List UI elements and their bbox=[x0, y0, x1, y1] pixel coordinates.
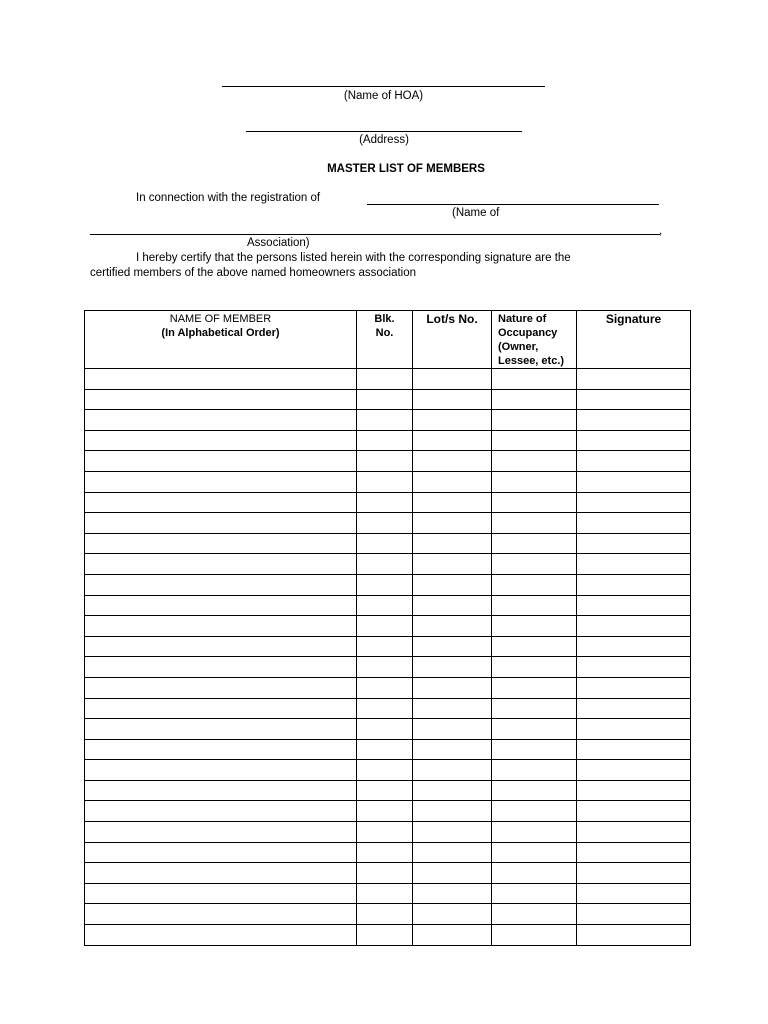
member-name-cell[interactable] bbox=[85, 369, 357, 390]
member-name-cell[interactable] bbox=[85, 410, 357, 431]
table-row bbox=[85, 513, 691, 534]
nature-of-occupancy-cell[interactable] bbox=[492, 801, 577, 822]
nature-of-occupancy-cell[interactable] bbox=[492, 595, 577, 616]
table-row bbox=[85, 780, 691, 801]
association-caption: Association) bbox=[247, 237, 310, 249]
blk-no-cell[interactable] bbox=[357, 780, 413, 801]
member-name-cell[interactable] bbox=[85, 595, 357, 616]
signature-cell[interactable] bbox=[577, 863, 691, 884]
association-comma: , bbox=[659, 225, 663, 237]
blk-no-cell[interactable] bbox=[357, 554, 413, 575]
member-name-cell[interactable] bbox=[85, 430, 357, 451]
nature-of-occupancy-cell[interactable] bbox=[492, 739, 577, 760]
member-name-cell[interactable] bbox=[85, 780, 357, 801]
nature-of-occupancy-cell[interactable] bbox=[492, 574, 577, 595]
nature-of-occupancy-cell[interactable] bbox=[492, 822, 577, 843]
table-row bbox=[85, 801, 691, 822]
lot-no-cell[interactable] bbox=[413, 471, 492, 492]
nature-of-occupancy-cell[interactable] bbox=[492, 883, 577, 904]
lot-no-cell[interactable] bbox=[413, 574, 492, 595]
table-row bbox=[85, 369, 691, 390]
member-name-cell[interactable] bbox=[85, 739, 357, 760]
lot-no-cell[interactable] bbox=[413, 760, 492, 781]
table-row bbox=[85, 739, 691, 760]
table-row bbox=[85, 904, 691, 925]
lot-no-header bbox=[413, 311, 492, 369]
hoa-name-blank-line[interactable] bbox=[222, 86, 545, 87]
signature-cell[interactable] bbox=[577, 410, 691, 431]
certification-line-1: I hereby certify that the persons listed herein with the corresponding signature are the bbox=[136, 252, 571, 264]
lot-no-cell[interactable] bbox=[413, 719, 492, 740]
member-name-cell[interactable] bbox=[85, 492, 357, 513]
signature-cell[interactable] bbox=[577, 616, 691, 637]
member-name-cell[interactable] bbox=[85, 719, 357, 740]
blk-no-cell[interactable] bbox=[357, 616, 413, 637]
signature-cell[interactable] bbox=[577, 904, 691, 925]
nature-header-line-1: Nature of bbox=[498, 313, 547, 325]
lot-no-cell[interactable] bbox=[413, 863, 492, 884]
member-name-cell[interactable] bbox=[85, 760, 357, 781]
signature-header bbox=[577, 311, 691, 369]
table-row bbox=[85, 389, 691, 410]
blk-no-cell[interactable] bbox=[357, 513, 413, 534]
blk-no-cell[interactable] bbox=[357, 389, 413, 410]
page-title: MASTER LIST OF MEMBERS bbox=[327, 163, 485, 175]
blk-no-cell[interactable] bbox=[357, 677, 413, 698]
blk-no-header bbox=[357, 311, 413, 369]
nature-header-line-3: (Owner, bbox=[498, 341, 539, 353]
table-row bbox=[85, 842, 691, 863]
blk-no-cell[interactable] bbox=[357, 574, 413, 595]
table-row bbox=[85, 410, 691, 431]
member-name-cell[interactable] bbox=[85, 574, 357, 595]
lot-no-cell[interactable] bbox=[413, 739, 492, 760]
lot-header-text: Lot/s No. bbox=[426, 312, 478, 326]
signature-cell[interactable] bbox=[577, 471, 691, 492]
signature-cell[interactable] bbox=[577, 369, 691, 390]
blk-header-line-1: Blk. bbox=[374, 313, 395, 325]
blk-no-cell[interactable] bbox=[357, 430, 413, 451]
blk-no-cell[interactable] bbox=[357, 471, 413, 492]
nature-of-occupancy-cell[interactable] bbox=[492, 842, 577, 863]
lot-no-cell[interactable] bbox=[413, 369, 492, 390]
blk-no-cell[interactable] bbox=[357, 863, 413, 884]
blk-no-cell[interactable] bbox=[357, 533, 413, 554]
hoa-name-caption: (Name of HOA) bbox=[343, 90, 424, 102]
table-row bbox=[85, 533, 691, 554]
member-name-cell[interactable] bbox=[85, 657, 357, 678]
table-row bbox=[85, 492, 691, 513]
blk-no-cell[interactable] bbox=[357, 595, 413, 616]
certification-line-2: certified members of the above named homeowners association bbox=[90, 267, 417, 279]
signature-cell[interactable] bbox=[577, 554, 691, 575]
lot-no-cell[interactable] bbox=[413, 904, 492, 925]
name-header-line-1: NAME OF MEMBER bbox=[169, 313, 272, 325]
member-name-cell[interactable] bbox=[85, 863, 357, 884]
nature-of-occupancy-cell[interactable] bbox=[492, 471, 577, 492]
lot-no-cell[interactable] bbox=[413, 801, 492, 822]
signature-cell[interactable] bbox=[577, 657, 691, 678]
members-table bbox=[84, 310, 691, 946]
member-rows bbox=[85, 369, 691, 946]
signature-cell[interactable] bbox=[577, 698, 691, 719]
blk-no-cell[interactable] bbox=[357, 369, 413, 390]
nature-of-occupancy-cell[interactable] bbox=[492, 451, 577, 472]
blk-no-cell[interactable] bbox=[357, 904, 413, 925]
address-caption: (Address) bbox=[359, 134, 409, 146]
table-row bbox=[85, 677, 691, 698]
member-name-cell[interactable] bbox=[85, 471, 357, 492]
name-header-line-2: (In Alphabetical Order) bbox=[161, 327, 280, 339]
lot-no-cell[interactable] bbox=[413, 698, 492, 719]
registration-prefix: In connection with the registration of bbox=[136, 192, 321, 204]
signature-cell[interactable] bbox=[577, 925, 691, 946]
signature-cell[interactable] bbox=[577, 595, 691, 616]
lot-no-cell[interactable] bbox=[413, 842, 492, 863]
blk-no-cell[interactable] bbox=[357, 883, 413, 904]
nature-of-occupancy-cell[interactable] bbox=[492, 389, 577, 410]
nature-of-occupancy-cell[interactable] bbox=[492, 677, 577, 698]
member-name-cell[interactable] bbox=[85, 883, 357, 904]
table-row bbox=[85, 451, 691, 472]
table-row bbox=[85, 554, 691, 575]
nature-of-occupancy-cell[interactable] bbox=[492, 863, 577, 884]
blk-no-cell[interactable] bbox=[357, 925, 413, 946]
blk-no-cell[interactable] bbox=[357, 739, 413, 760]
lot-no-cell[interactable] bbox=[413, 554, 492, 575]
nature-of-occupancy-cell[interactable] bbox=[492, 369, 577, 390]
table-row bbox=[85, 471, 691, 492]
member-name-cell[interactable] bbox=[85, 616, 357, 637]
lot-no-cell[interactable] bbox=[413, 657, 492, 678]
nature-of-occupancy-cell[interactable] bbox=[492, 657, 577, 678]
lot-no-cell[interactable] bbox=[413, 616, 492, 637]
member-name-cell[interactable] bbox=[85, 801, 357, 822]
nature-of-occupancy-cell[interactable] bbox=[492, 925, 577, 946]
nature-of-occupancy-cell[interactable] bbox=[492, 719, 577, 740]
nature-of-occupancy-cell[interactable] bbox=[492, 760, 577, 781]
lot-no-cell[interactable] bbox=[413, 636, 492, 657]
nature-of-occupancy-cell[interactable] bbox=[492, 616, 577, 637]
association-blank-line[interactable] bbox=[90, 234, 660, 235]
nature-of-occupancy-header bbox=[492, 311, 577, 369]
lot-no-cell[interactable] bbox=[413, 780, 492, 801]
signature-header-text: Signature bbox=[605, 312, 662, 326]
signature-cell[interactable] bbox=[577, 780, 691, 801]
signature-cell[interactable] bbox=[577, 822, 691, 843]
signature-cell[interactable] bbox=[577, 719, 691, 740]
table-row bbox=[85, 595, 691, 616]
table-row bbox=[85, 719, 691, 740]
member-name-cell[interactable] bbox=[85, 513, 357, 534]
member-name-cell[interactable] bbox=[85, 842, 357, 863]
blk-header-line-2: No. bbox=[375, 327, 394, 339]
blk-no-cell[interactable] bbox=[357, 451, 413, 472]
table-row bbox=[85, 698, 691, 719]
blk-no-cell[interactable] bbox=[357, 719, 413, 740]
blk-no-cell[interactable] bbox=[357, 657, 413, 678]
lot-no-cell[interactable] bbox=[413, 595, 492, 616]
table-row bbox=[85, 883, 691, 904]
lot-no-cell[interactable] bbox=[413, 410, 492, 431]
lot-no-cell[interactable] bbox=[413, 451, 492, 472]
signature-cell[interactable] bbox=[577, 739, 691, 760]
lot-no-cell[interactable] bbox=[413, 883, 492, 904]
lot-no-cell[interactable] bbox=[413, 677, 492, 698]
member-name-cell[interactable] bbox=[85, 698, 357, 719]
table-row bbox=[85, 430, 691, 451]
table-row bbox=[85, 863, 691, 884]
lot-no-cell[interactable] bbox=[413, 822, 492, 843]
signature-cell[interactable] bbox=[577, 533, 691, 554]
lot-no-cell[interactable] bbox=[413, 925, 492, 946]
member-name-cell[interactable] bbox=[85, 822, 357, 843]
member-name-cell[interactable] bbox=[85, 389, 357, 410]
table-header-row bbox=[85, 311, 691, 369]
member-name-cell[interactable] bbox=[85, 925, 357, 946]
member-name-cell[interactable] bbox=[85, 904, 357, 925]
lot-no-cell[interactable] bbox=[413, 533, 492, 554]
lot-no-cell[interactable] bbox=[413, 492, 492, 513]
signature-cell[interactable] bbox=[577, 636, 691, 657]
lot-no-cell[interactable] bbox=[413, 513, 492, 534]
lot-no-cell[interactable] bbox=[413, 430, 492, 451]
signature-cell[interactable] bbox=[577, 430, 691, 451]
nature-of-occupancy-cell[interactable] bbox=[492, 492, 577, 513]
lot-no-cell[interactable] bbox=[413, 389, 492, 410]
table-row bbox=[85, 822, 691, 843]
table-row bbox=[85, 574, 691, 595]
blk-no-cell[interactable] bbox=[357, 636, 413, 657]
name-of-member-header bbox=[85, 311, 357, 369]
signature-cell[interactable] bbox=[577, 842, 691, 863]
nature-of-occupancy-cell[interactable] bbox=[492, 533, 577, 554]
blk-no-cell[interactable] bbox=[357, 492, 413, 513]
nature-of-occupancy-cell[interactable] bbox=[492, 904, 577, 925]
registration-name-of-caption: (Name of bbox=[452, 207, 500, 219]
member-name-cell[interactable] bbox=[85, 451, 357, 472]
nature-of-occupancy-cell[interactable] bbox=[492, 430, 577, 451]
signature-cell[interactable] bbox=[577, 451, 691, 472]
member-name-cell[interactable] bbox=[85, 554, 357, 575]
registration-blank-line[interactable] bbox=[367, 204, 659, 205]
table-row bbox=[85, 925, 691, 946]
nature-header-line-4: Lessee, etc.) bbox=[498, 355, 565, 367]
nature-of-occupancy-cell[interactable] bbox=[492, 513, 577, 534]
signature-cell[interactable] bbox=[577, 389, 691, 410]
signature-cell[interactable] bbox=[577, 801, 691, 822]
table-row bbox=[85, 616, 691, 637]
blk-no-cell[interactable] bbox=[357, 801, 413, 822]
table-row bbox=[85, 760, 691, 781]
member-name-cell[interactable] bbox=[85, 677, 357, 698]
signature-cell[interactable] bbox=[577, 574, 691, 595]
nature-of-occupancy-cell[interactable] bbox=[492, 698, 577, 719]
signature-cell[interactable] bbox=[577, 513, 691, 534]
blk-no-cell[interactable] bbox=[357, 760, 413, 781]
nature-of-occupancy-cell[interactable] bbox=[492, 780, 577, 801]
nature-header-line-2: Occupancy bbox=[498, 327, 558, 339]
table-row bbox=[85, 657, 691, 678]
signature-cell[interactable] bbox=[577, 677, 691, 698]
signature-cell[interactable] bbox=[577, 760, 691, 781]
signature-cell[interactable] bbox=[577, 492, 691, 513]
member-name-cell[interactable] bbox=[85, 533, 357, 554]
nature-of-occupancy-cell[interactable] bbox=[492, 636, 577, 657]
blk-no-cell[interactable] bbox=[357, 822, 413, 843]
blk-no-cell[interactable] bbox=[357, 842, 413, 863]
blk-no-cell[interactable] bbox=[357, 698, 413, 719]
blk-no-cell[interactable] bbox=[357, 410, 413, 431]
nature-of-occupancy-cell[interactable] bbox=[492, 554, 577, 575]
nature-of-occupancy-cell[interactable] bbox=[492, 410, 577, 431]
signature-cell[interactable] bbox=[577, 883, 691, 904]
address-blank-line[interactable] bbox=[246, 131, 522, 132]
table-row bbox=[85, 636, 691, 657]
member-name-cell[interactable] bbox=[85, 636, 357, 657]
